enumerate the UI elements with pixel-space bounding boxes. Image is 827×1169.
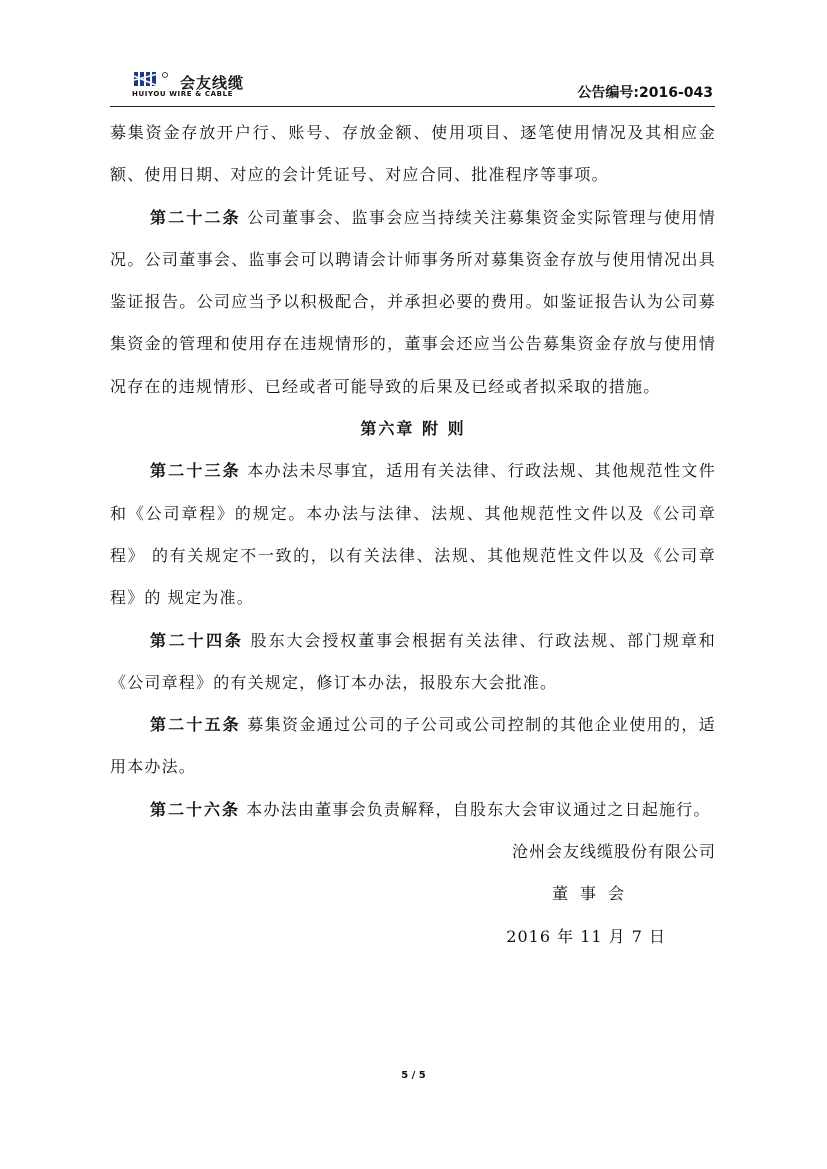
signature-company: 沧州会友线缆股份有限公司 — [511, 842, 716, 862]
company-logo — [132, 70, 312, 100]
chapter-title: 第六章 附 则 — [360, 419, 466, 439]
article-26-number: 第二十六条 — [150, 799, 241, 819]
article-22-text: 公司董事会、监事会应当持续关注募集资金实际管理与使用情况。公司董事会、监事会可以聘请会计师事务所对募集资金存放与使用情况出具鉴证报告。公司应当予以积极配合，并承担必要的费用。如鉴证报告认为公司募集资金的管理和使用存在违规情形的，董事会还应当公告募集资金存放与使用情况存在的违规情形、已经或者可能导致的后果及已经或者拟采取的措施。 — [110, 207, 716, 396]
article-23-number: 第二十三条 — [150, 461, 241, 481]
signature-date: 2016 年 11 月 7 日 — [506, 926, 666, 946]
article-23 — [110, 450, 716, 619]
page-number: 5 / 5 — [401, 1070, 426, 1081]
article-24-number: 第二十四条 — [150, 630, 244, 650]
article-22 — [110, 197, 716, 408]
document-body — [110, 112, 716, 958]
article-24 — [110, 620, 716, 705]
paragraph-continued: 募集资金存放开户行、账号、存放金额、使用项目、逐笔使用情况及其相应金额、使用日期、对应的会计凭证号、对应合同、批准程序等事项。 — [110, 123, 716, 185]
logo-english-name: HUIYOU WIRE & CABLE — [132, 90, 234, 98]
article-25-number: 第二十五条 — [150, 715, 241, 735]
signature-board: 董事会 — [551, 884, 636, 904]
article-24-text: 股东大会授权董事会根据有关法律、行政法规、部门规章和《公司章程》的有关规定，修订本办法，报股东大会批准。 — [110, 630, 716, 692]
article-25 — [110, 704, 716, 789]
logo-chinese-name: 会友线缆 — [180, 74, 245, 92]
page-header — [110, 66, 715, 107]
article-26 — [110, 789, 716, 831]
article-25-text: 募集资金通过公司的子公司或公司控制的其他企业使用的，适用本办法。 — [110, 715, 716, 777]
article-23-text: 本办法未尽事宜，适用有关法律、行政法规、其他规范性文件和《公司章程》的规定。本办法与法律、法规、其他规范性文件以及《公司章程》 的有关规定不一致的，以有关法律、法规、其他规范性文件以及《公司章程》的 规定为准。 — [110, 461, 716, 608]
article-22-number: 第二十二条 — [150, 207, 241, 227]
announcement-number: 公告编号:2016-043 — [577, 85, 713, 101]
article-26-text: 本办法由董事会负责解释，自股东大会审议通过之日起施行。 — [240, 799, 711, 819]
